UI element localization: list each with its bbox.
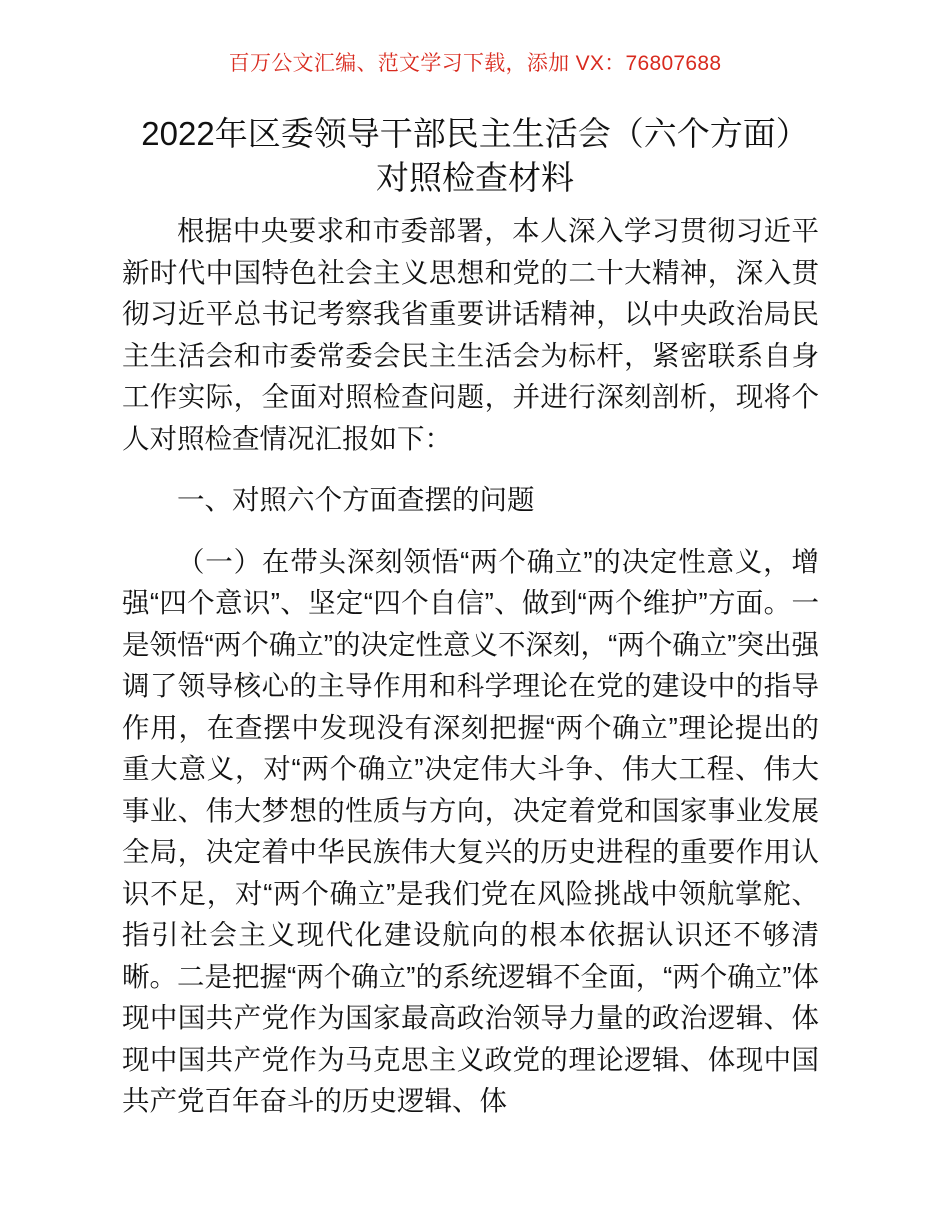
- paragraph-spacer: [122, 521, 819, 541]
- page-title-line-1: 2022年区委领导干部民主生活会（六个方面）: [141, 115, 809, 152]
- document-body: [122, 210, 819, 1122]
- section-heading-1: 一、对照六个方面查摆的问题: [177, 484, 535, 515]
- intro-paragraph: 根据中央要求和市委部署，本人深入学习贯彻习近平新时代中国特色社会主义思想和党的二十大精神，深入贯彻习近平总书记考察我省重要讲话精神，以中央政治局民主生活会和市委常委会民主生活会为标杆，紧密联系自身工作实际，全面对照检查问题，并进行深刻剖析，现将个人对照检查情况汇报如下：: [122, 215, 819, 454]
- paragraph-spacer: [122, 459, 819, 479]
- subsection-1-paragraph: （一）在带头深刻领悟“两个确立”的决定性意义，增强“四个意识”、坚定“四个自信”、做到“两个维护”方面。一是领悟“两个确立”的决定性意义不深刻，“两个确立”突出强调了领导核心的主导作用和科学理论在党的建设中的指导作用，在查摆中发现没有深刻把握“两个确立”理论提出的重大意义，对“两个确立”决定伟大斗争、伟大工程、伟大事业、伟大梦想的性质与方向，决定着党和国家事业发展全局，决定着中华民族伟大复兴的历史进程的重要作用认识不足，对“两个确立”是我们党在风险挑战中领航掌舵、指引社会主义现代化建设航向的根本依据认识还不够清晰。二是把握“两个确立”的系统逻辑不全面，“两个确立”体现中国共产党作为国家最高政治领导力量的政治逻辑、体现中国共产党作为马克思主义政党的理论逻辑、体现中国共产党百年奋斗的历史逻辑、体: [122, 545, 819, 1116]
- page-title: [110, 112, 840, 200]
- watermark-header: 百万公文汇编、范文学习下载，添加 VX：76807688: [228, 52, 722, 75]
- page-title-line-2: 对照检查材料: [376, 159, 574, 196]
